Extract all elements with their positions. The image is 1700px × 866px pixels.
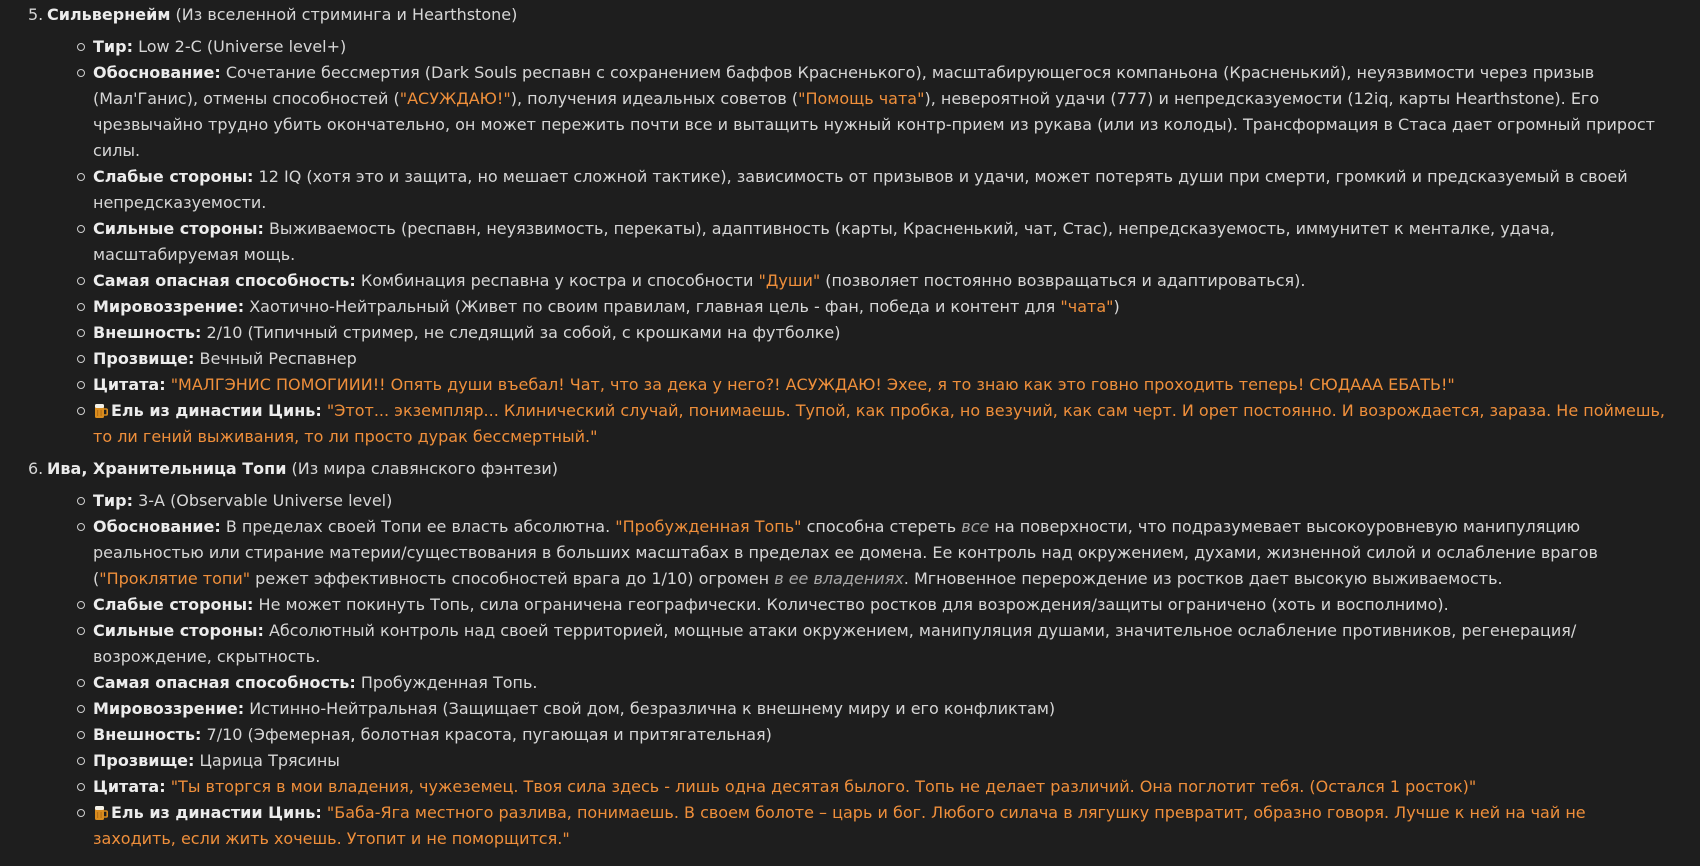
tier-label: Тир: [93, 491, 133, 510]
tier-value: Low 2-C (Universe level+) [138, 37, 347, 56]
justification-label: Обоснование: [93, 517, 221, 536]
appearance-label: Внешность: [93, 725, 202, 744]
text-run: ), получения идеальных советов ( [510, 89, 799, 108]
list-number: 6. [28, 459, 44, 478]
text-run: способна стереть [801, 517, 962, 536]
nickname-value: Вечный Респавнер [199, 349, 357, 368]
text-run: ), невероятной удачи (777) и непредсказуемости (12iq, карты Hearthstone). Его чрезвычайно трудно убить окончательно, он может пережить почти все и вытащить нужный контр-прием из рукава (или из колоды). Трансформация в Стаса дает огромный прирост силы. [93, 89, 1655, 160]
weaknesses-value: Не может покинуть Топь, сила ограничена географически. Количество ростков для возрождения/защиты ограничено (хоть и восполнимо). [258, 595, 1449, 614]
nickname-label: Прозвище: [93, 751, 195, 770]
appearance-value: 7/10 (Эфемерная, болотная красота, пугающая и притягательная) [206, 725, 772, 744]
weaknesses-label: Слабые стороны: [93, 167, 254, 186]
ying-comment-item [76, 800, 1672, 852]
nickname-item [76, 346, 1672, 372]
nickname-value: Царица Трясины [199, 751, 340, 770]
property-list [28, 34, 1672, 450]
highlight-phrase: "чата" [1060, 297, 1114, 316]
appearance-label: Внешность: [93, 323, 202, 342]
ying-comment: "Этот... экземпляр... Клинический случай, понимаешь. Тупой, как пробка, но везучий, как сам черт. И орет постоянно. И возрождается, зараза. Не поймешь, то ли гений выживания, то ли просто дурак бессмертный." [93, 401, 1665, 446]
ying-comment-item [76, 398, 1672, 450]
character-origin: (Из мира славянского фэнтези) [291, 459, 558, 478]
strengths-label: Сильные стороны: [93, 219, 264, 238]
ying-comment: "Баба-Яга местного разлива, понимаешь. В своем болоте – царь и бог. Любого силача в лягушку превратит, образно говоря. Лучше к ней на чай не заходить, если жить хочешь. Утопит и не поморщится." [93, 803, 1586, 848]
highlight-phrase: "Проклятие топи" [99, 569, 251, 588]
dangerous-ability-item [76, 268, 1672, 294]
appearance-item [76, 320, 1672, 346]
nickname-label: Прозвище: [93, 349, 195, 368]
quote-label: Цитата: [93, 777, 166, 796]
text-run: В пределах своей Топи ее власть абсолютна. [225, 517, 616, 536]
strengths-value: Абсолютный контроль над своей территорией, мощные атаки окружением, манипуляция душами, значительное ослабление противников, регенерация/возрождение, скрытность. [93, 621, 1577, 666]
emphasis-phrase: в ее владениях [774, 569, 904, 588]
quote-text: "МАЛГЭНИС ПОМОГИИИ!! Опять души въебал! Чат, что за дека у него?! АСУЖДАЮ! Эхее, я то знаю как это говно проходить теперь! СЮДААА ЕБАТЬ!" [170, 375, 1455, 394]
appearance-value: 2/10 (Типичный стример, не следящий за собой, с крошками на футболке) [206, 323, 841, 342]
quote-text: "Ты вторгся в мои владения, чужеземец. Твоя сила здесь - лишь одна десятая былого. Топь не делает различий. Она поглотит тебя. (Остался 1 росток)" [170, 777, 1477, 796]
beer-mug-icon [93, 805, 108, 821]
tier-label: Тир: [93, 37, 133, 56]
character-name: Сильвернейм [47, 5, 171, 24]
alignment-label: Мировоззрение: [93, 699, 245, 718]
weaknesses-label: Слабые стороны: [93, 595, 254, 614]
quote-label: Цитата: [93, 375, 166, 394]
quote-item [76, 372, 1672, 398]
highlight-phrase: "Помощь чата" [798, 89, 925, 108]
dangerous-ability-label: Самая опасная способность: [93, 271, 356, 290]
alignment-item [76, 696, 1672, 722]
text-run: (позволяет постоянно возвращаться и адаптироваться). [820, 271, 1306, 290]
justification-item [76, 60, 1672, 164]
alignment-value: Истинно-Нейтральная (Защищает свой дом, безразлична к внешнему миру и его конфликтам) [249, 699, 1056, 718]
character-name: Ива, Хранительница Топи [47, 459, 287, 478]
character-heading [28, 2, 1672, 28]
strengths-item [76, 216, 1672, 268]
tier-item [76, 34, 1672, 60]
highlight-phrase: "АСУЖДАЮ!" [399, 89, 511, 108]
text-run: Сочетание бессмертия (Dark Souls респавн с сохранением баффов Красненького), масштабирующегося компаньона (Красненький), неуязвимости через призыв (Мал'Ганис), отмены способностей ( [93, 63, 1595, 108]
ying-label: Ель из династии Цинь: [111, 803, 322, 822]
tier-value: 3-A (Observable Universe level) [138, 491, 393, 510]
dangerous-ability-item [76, 670, 1672, 696]
text-run: Комбинация респавна у костра и способности [360, 271, 759, 290]
text-run: ) [1113, 297, 1120, 316]
strengths-item [76, 618, 1672, 670]
weaknesses-value: 12 IQ (хотя это и защита, но мешает сложной тактике), зависимость от призывов и удачи, может потерять души при смерти, громкий и предсказуемый в своей непредсказуемости. [93, 167, 1628, 212]
character-entry [28, 2, 1672, 450]
weaknesses-item [76, 592, 1672, 618]
strengths-label: Сильные стороны: [93, 621, 264, 640]
text-run: режет эффективность способностей врага до 1/10) огромен [250, 569, 775, 588]
property-list [28, 488, 1672, 852]
dangerous-ability-label: Самая опасная способность: [93, 673, 356, 692]
highlight-phrase: "Души" [758, 271, 821, 290]
strengths-value: Выживаемость (респавн, неуязвимость, перекаты), адаптивность (карты, Красненький, чат, Стас), непредсказуемость, иммунитет к менталке, удача, масштабируемая мощь. [93, 219, 1555, 264]
text-run: . Мгновенное перерождение из ростков дает высокую выживаемость. [903, 569, 1503, 588]
ying-label: Ель из династии Цинь: [111, 401, 322, 420]
character-heading [28, 456, 1672, 482]
character-entry [28, 456, 1672, 852]
highlight-phrase: "Пробужденная Топь" [615, 517, 802, 536]
list-number: 5. [28, 5, 44, 24]
nickname-item [76, 748, 1672, 774]
beer-mug-icon [93, 403, 108, 419]
alignment-item [76, 294, 1672, 320]
text-run: Хаотично-Нейтральный (Живет по своим правилам, главная цель - фан, победа и контент для [249, 297, 1061, 316]
text-run: на поверхности, что подразумевает высокоуровневую манипуляцию реальностью или стирание материи/существования в больших масштабах в пределах ее домена. Ее контроль над окружением, духами, жизненной силой и ослабление врагов ( [93, 517, 1598, 588]
justification-item [76, 514, 1672, 592]
emphasis-phrase: все [961, 517, 990, 536]
weaknesses-item [76, 164, 1672, 216]
alignment-label: Мировоззрение: [93, 297, 245, 316]
quote-item [76, 774, 1672, 800]
character-list [28, 2, 1672, 852]
justification-label: Обоснование: [93, 63, 221, 82]
character-origin: (Из вселенной стриминга и Hearthstone) [175, 5, 518, 24]
tier-item [76, 488, 1672, 514]
dangerous-ability-value: Пробужденная Топь. [360, 673, 538, 692]
appearance-item [76, 722, 1672, 748]
